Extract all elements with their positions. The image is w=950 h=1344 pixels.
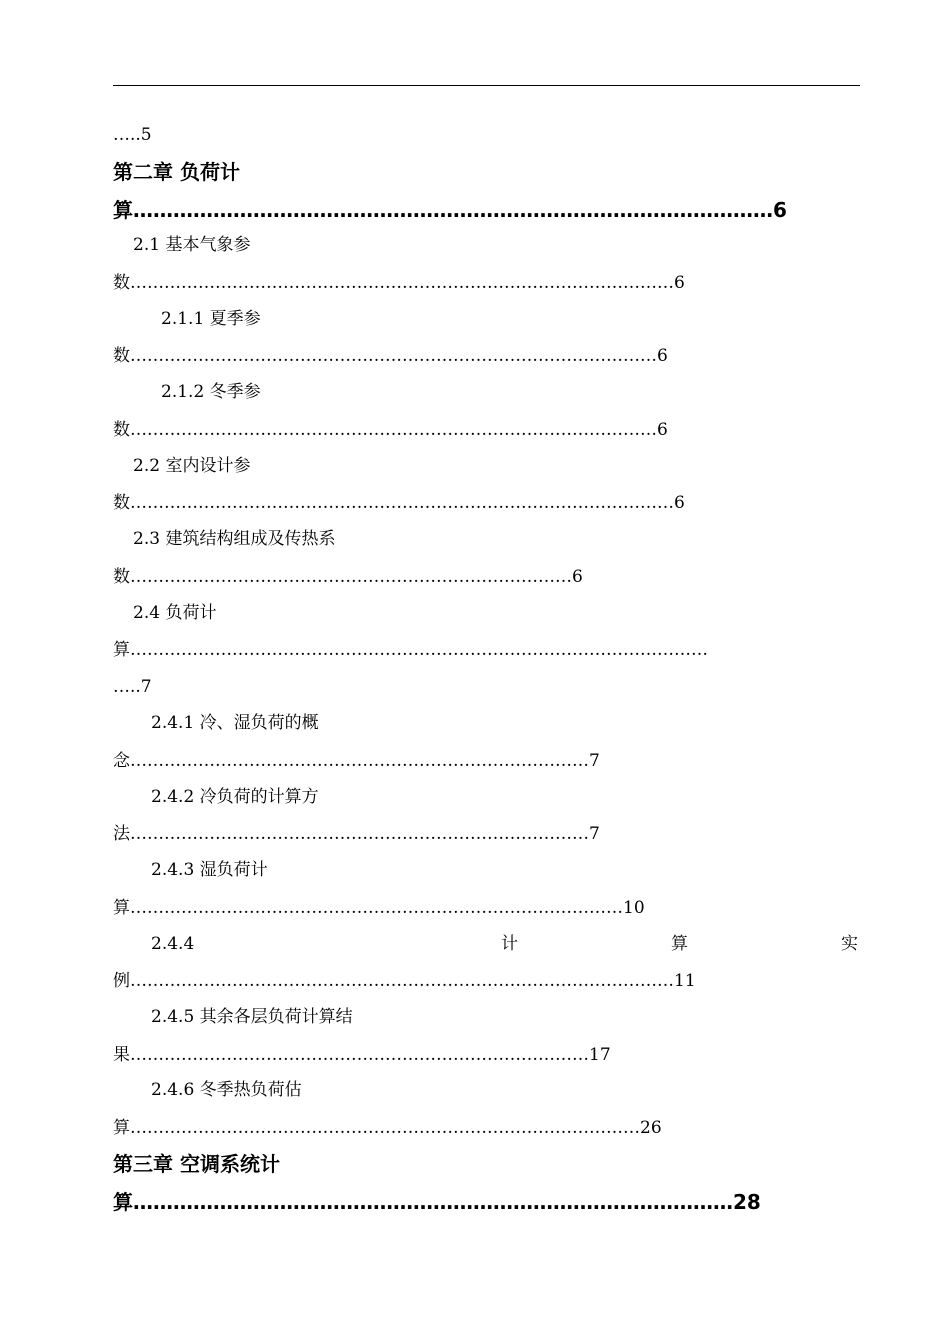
toc-entry-2-1-2-leader: 数…………………………………………………………………………………6 xyxy=(113,420,668,440)
toc-chapter-2-leader: 算……………………………………………………………………………………6 xyxy=(113,198,787,222)
toc-entry-2-4-4-char-3: 实 xyxy=(841,934,858,954)
toc-chapter-3-title: 第三章 空调系统计 xyxy=(113,1152,280,1176)
toc-entry-2-4-4-char-1: 计 xyxy=(501,934,518,954)
toc-entry-2-4-4-leader: 例……………………………………………………………………………………11 xyxy=(113,971,696,991)
toc-entry-2-1-1: 2.1.1 夏季参 xyxy=(161,309,261,329)
toc-entry-2-4-6: 2.4.6 冬季热负荷估 xyxy=(151,1080,302,1100)
toc-entry-2-4-6-leader: 算………………………………………………………………………………26 xyxy=(113,1118,662,1138)
toc-entry-2-4-3-leader: 算……………………………………………………………………………10 xyxy=(113,898,645,918)
toc-entry-2-4-2: 2.4.2 冷负荷的计算方 xyxy=(151,787,319,807)
toc-entry-2-4-2-leader: 法………………………………………………………………………7 xyxy=(113,824,600,844)
header-rule xyxy=(113,85,860,86)
toc-entry-2-4-5-leader: 果………………………………………………………………………17 xyxy=(113,1045,611,1065)
toc-entry-2-3-leader: 数……………………………………………………………………6 xyxy=(113,567,583,587)
toc-entry-2-1-1-leader: 数…………………………………………………………………………………6 xyxy=(113,346,668,366)
toc-entry-2-4-3: 2.4.3 湿负荷计 xyxy=(151,860,268,880)
toc-chapter-3-leader: 算………………………………………………………………………………28 xyxy=(113,1190,761,1214)
toc-entry-2-4: 2.4 负荷计 xyxy=(133,603,217,623)
toc-entry-2-4-4-number: 2.4.4 xyxy=(151,934,195,954)
toc-entry-2-4-5: 2.4.5 其余各层负荷计算结 xyxy=(151,1007,353,1027)
toc-entry-2-2-leader: 数……………………………………………………………………………………6 xyxy=(113,493,685,513)
toc-page-ref: …..5 xyxy=(113,125,152,145)
toc-entry-2-3: 2.3 建筑结构组成及传热系 xyxy=(133,529,336,549)
toc-entry-2-4-4-char-2: 算 xyxy=(671,934,688,954)
toc-entry-2-1-2: 2.1.2 冬季参 xyxy=(161,382,261,402)
toc-chapter-2-title: 第二章 负荷计 xyxy=(113,160,240,184)
toc-entry-2-1: 2.1 基本气象参 xyxy=(133,235,251,255)
toc-entry-2-4-1: 2.4.1 冷、湿负荷的概 xyxy=(151,713,319,733)
toc-entry-2-4-1-leader: 念………………………………………………………………………7 xyxy=(113,751,600,771)
toc-entry-2-1-leader: 数……………………………………………………………………………………6 xyxy=(113,273,685,293)
toc-entry-2-4-page: …..7 xyxy=(113,677,152,697)
toc-entry-2-4-leader: 算………………………………………………………………………………………… xyxy=(113,640,708,660)
toc-entry-2-2: 2.2 室内设计参 xyxy=(133,456,251,476)
